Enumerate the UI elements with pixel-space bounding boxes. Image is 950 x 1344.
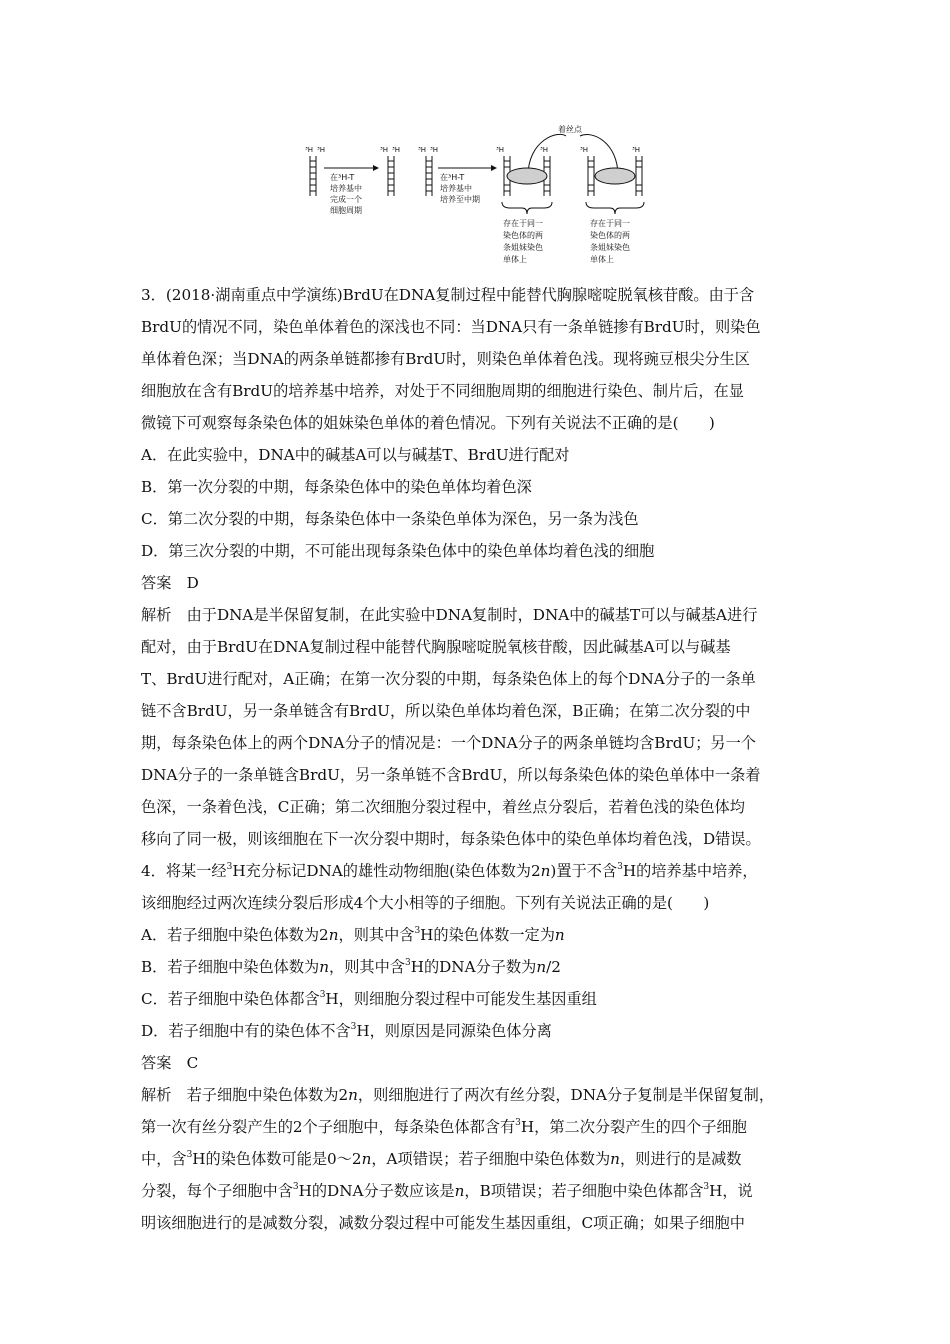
- svg-text:条姐妹染色: 条姐妹染色: [503, 243, 543, 252]
- svg-text:条姐妹染色: 条姐妹染色: [590, 243, 630, 252]
- q3-option-d: D．第三次分裂的中期，不可能出现每条染色体中的染色单体均着色浅的细胞: [141, 542, 655, 560]
- label-3h-2a: ³H: [380, 146, 389, 154]
- step1-line-1: 在³H-T: [330, 173, 355, 182]
- step1-line-4: 细胞周期: [330, 206, 362, 215]
- q3-answer: 答案 D: [141, 574, 199, 592]
- q3-stem-line-5: 微镜下可观察每条染色体的姐妹染色单体的着色情况。下列有关说法不正确的是( ): [141, 414, 715, 432]
- brace-1: [502, 202, 552, 214]
- label-3h-4a: ³H: [496, 146, 505, 154]
- label-3h-3b: ³H: [430, 146, 439, 154]
- chromosome-pair-1: [504, 156, 550, 196]
- q4-analysis-line-1: 解析 若子细胞中染色体数为2n，则细胞进行了两次有丝分裂，DNA分子复制是半保留复制，: [141, 1086, 775, 1104]
- q4-analysis-line-2: 第一次有丝分裂产生的2个子细胞中，每条染色体都含有$^3$H，第二次分裂产生的四个子细胞: [141, 1117, 747, 1136]
- label-3h-5b: ³H: [632, 146, 641, 154]
- label-3h-4b: ³H: [540, 146, 549, 154]
- q3-analysis-line-6: DNA分子的一条单链含BrdU，另一条单链不含BrdU，所以每条染色体的染色单体中一条着: [141, 766, 761, 784]
- label-3h-5a: ³H: [580, 146, 589, 154]
- q4-option-d: D．若子细胞中有的染色体不含$^3$H，则原因是同源染色体分离: [141, 1021, 552, 1040]
- q4-option-c: C．若子细胞中染色体都含$^3$H，则细胞分裂过程中可能发生基因重组: [141, 989, 597, 1008]
- chromosome-pair-2: [588, 156, 642, 196]
- q3-option-a: A．在此实验中，DNA中的碱基A可以与碱基T、BrdU进行配对: [141, 446, 570, 464]
- q3-analysis-line-7: 色深，一条着色浅，C正确；第二次细胞分裂过程中，着丝点分裂后，若着色浅的染色体均: [141, 798, 745, 816]
- q4-analysis-line-5: 明该细胞进行的是减数分裂，减数分裂过程中可能发生基因重组，C项正确；如果子细胞中: [141, 1214, 745, 1232]
- brace-2: [586, 202, 644, 214]
- svg-text:染色体的两: 染色体的两: [503, 231, 543, 240]
- centromere-label: 着丝点: [558, 125, 582, 134]
- label-3h-3a: ³H: [418, 146, 427, 154]
- svg-text:存在于同一: 存在于同一: [590, 219, 630, 228]
- step1-line-3: 完成一个: [330, 195, 362, 204]
- q4-stem-line-2: 该细胞经过两次连续分裂后形成4个大小相等的子细胞。下列有关说法正确的是( ): [141, 894, 710, 912]
- q4-analysis-line-4: 分裂，每个子细胞中含$^3$H的DNA分子数应该是n，B项错误；若子细胞中染色体都含$^3$H，说: [141, 1181, 753, 1200]
- q3-stem-line-4: 细胞放在含有BrdU的培养基中培养，对处于不同细胞周期的细胞进行染色、制片后，在显: [141, 382, 744, 400]
- label-3h-2b: ³H: [392, 146, 401, 154]
- q3-stem-line-1: 3．(2018·湖南重点中学演练)BrdU在DNA复制过程中能替代胸腺嘧啶脱氧核苷酸。由于含: [141, 286, 755, 304]
- caption-1: [503, 218, 543, 264]
- q4-answer: 答案 C: [141, 1054, 199, 1072]
- q3-analysis-line-4: 链不含BrdU，另一条单链含有BrdU，所以染色单体均着色深，B正确；在第二次分裂的中: [141, 702, 751, 720]
- q3-analysis-line-3: T、BrdU进行配对，A正确；在第一次分裂的中期，每条染色体上的每个DNA分子的一条单: [141, 670, 756, 688]
- q4-stem-line-1: 4．将某一经$^3$H充分标记DNA的雄性动物细胞(染色体数为2n)置于不含$^3$H的培养基中培养，: [141, 861, 758, 880]
- step1-line-2: 培养基中: [330, 184, 362, 193]
- q3-analysis-line-1: 解析 由于DNA是半保留复制，在此实验中DNA复制时，DNA中的碱基T可以与碱基A进行: [141, 606, 758, 624]
- caption-2: [590, 218, 630, 264]
- q4-option-b: B．若子细胞中染色体数为n，则其中含$^3$H的DNA分子数为n/2: [141, 957, 561, 976]
- svg-text:存在于同一: 存在于同一: [503, 219, 543, 228]
- q3-stem-line-3: 单体着色深；当DNA的两条单链都掺有BrdU时，则染色单体着色浅。现将豌豆根尖分生区: [141, 350, 750, 368]
- step2-line-2: 培养基中: [440, 184, 472, 193]
- q4-option-a: A．若子细胞中染色体数为2n，则其中含$^3$H的染色体数一定为n: [141, 925, 565, 944]
- dna-ladder-3: [426, 156, 432, 196]
- q3-analysis-line-2: 配对，由于BrdU在DNA复制过程中能替代胸腺嘧啶脱氧核苷酸，因此碱基A可以与碱基: [141, 638, 731, 656]
- label-3h-1a: ³H: [305, 146, 314, 154]
- step2-line-1: 在³H-T: [440, 173, 465, 182]
- q3-option-c: C．第二次分裂的中期，每条染色体中一条染色单体为深色，另一条为浅色: [141, 510, 639, 528]
- q3-option-b: B．第一次分裂的中期，每条染色体中的染色单体均着色深: [141, 478, 532, 496]
- q3-analysis-line-5: 期，每条染色体上的两个DNA分子的情况是：一个DNA分子的两条单链均含BrdU；另一个: [141, 734, 756, 752]
- q3-analysis-line-8: 移向了同一极，则该细胞在下一次分裂中期时，每条染色体中的染色单体均着色浅，D错误。: [141, 830, 761, 848]
- dna-ladder-2: [388, 156, 394, 196]
- question-content: [141, 279, 821, 1239]
- step2-line-3: 培养至中期: [440, 195, 480, 204]
- q3-stem-line-2: BrdU的情况不同，染色单体着色的深浅也不同：当DNA只有一条单链掺有BrdU时，则染色: [141, 318, 761, 336]
- q4-analysis-line-3: 中，含$^3$H的染色体数可能是0～2n，A项错误；若子细胞中染色体数为n，则进行的是减数: [141, 1149, 742, 1168]
- dna-ladder-1: [310, 156, 316, 196]
- svg-text:单体上: 单体上: [590, 255, 614, 264]
- svg-text:染色体的两: 染色体的两: [590, 231, 630, 240]
- svg-text:单体上: 单体上: [503, 255, 527, 264]
- dna-replication-figure: [300, 118, 660, 278]
- label-3h-1b: ³H: [317, 146, 326, 154]
